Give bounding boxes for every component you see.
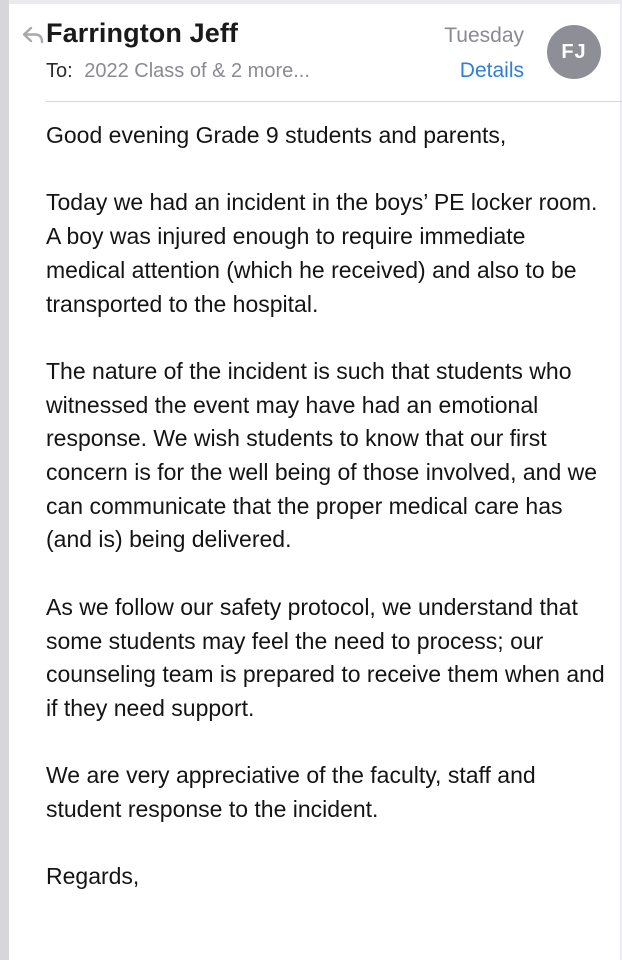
details-link[interactable]: Details	[459, 59, 524, 82]
recipients-line[interactable]	[46, 60, 310, 83]
sender-avatar[interactable]: FJ	[547, 25, 601, 79]
greeting: Good evening Grade 9 students and parents,	[46, 122, 507, 148]
body-paragraph-2: The nature of the incident is such that students who witnessed the event may have had an emotional response. We wish students to know that our first concern is for the well being of those involved, and we can communicate that the proper medical care has (and is) being delivered.	[46, 357, 598, 553]
email-header	[9, 4, 620, 102]
header-divider	[46, 101, 622, 102]
body-paragraph-4: We are very appreciative of the faculty, staff and student response to the incident.	[46, 762, 536, 822]
closing: Regards,	[46, 863, 140, 890]
to-label: To:	[46, 60, 73, 82]
body-paragraph-1: Today we had an incident in the boys’ PE locker room. A boy was injured enough to require immediate medical attention (which he received) and also to be transported to the hospital.	[46, 189, 598, 317]
reply-icon	[20, 22, 46, 48]
email-date: Tuesday	[444, 24, 524, 47]
email-body	[46, 119, 606, 928]
sender-name[interactable]: Farrington Jeff	[46, 18, 239, 48]
body-paragraph-3: As we follow our safety protocol, we understand that some students may feel the need to process; our counseling team is prepared to receive them when and if they need support.	[46, 593, 605, 721]
left-edge-bar	[0, 0, 9, 960]
recipients-list[interactable]: 2022 Class of & 2 more...	[84, 60, 310, 82]
